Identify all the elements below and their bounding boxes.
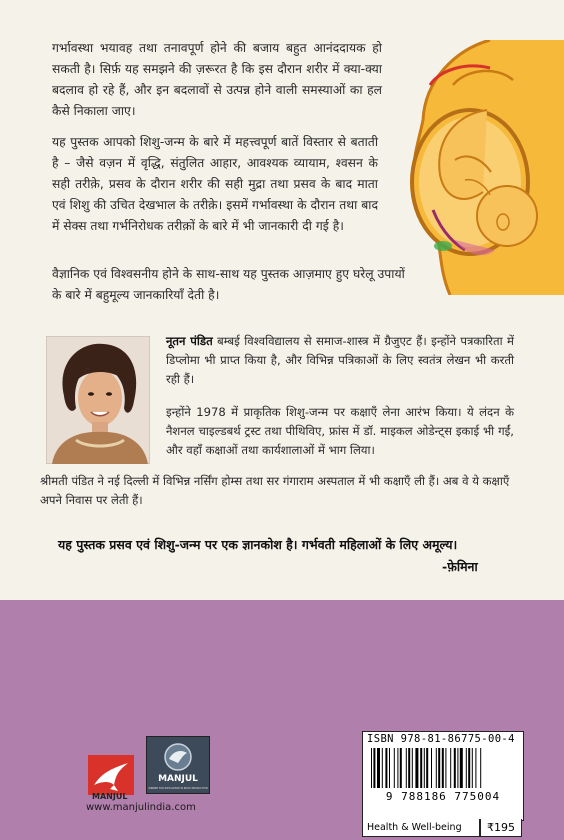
barcode-stripe xyxy=(472,748,473,788)
publisher-logo-icon xyxy=(88,755,134,795)
barcode-stripe xyxy=(424,748,425,788)
barcode-stripe xyxy=(468,748,470,788)
award-badge-tagline: WINNER FOR EXCELLENCE IN BOOK PRODUCTION xyxy=(148,787,208,790)
author-bio-2: इन्होंने 1978 में प्राकृतिक शिशु-जन्म पर कक्षाएँ लेना आरंभ किया। ये लंदन के नैशनल चाइल्डबर्थ ट्रस्ट तथा पीथिविए, फ्रांस में डॉ. माइकल ओडेन्ट्स इकाई भी गईं, और वहाँ कक्षाओं तथा कार्यशालाओं में भाग लिया। xyxy=(166,405,514,457)
award-badge-icon xyxy=(147,737,209,793)
barcode-stripe xyxy=(420,748,422,788)
barcode-stripe xyxy=(457,748,458,788)
barcode-stripe xyxy=(450,748,451,788)
isbn-label: ISBN 978-81-86775-00-4 xyxy=(367,733,515,745)
barcode-stripe xyxy=(426,748,428,788)
barcode-stripe xyxy=(412,748,413,788)
price-label: ₹195 xyxy=(480,819,522,837)
barcode-stripe xyxy=(394,748,395,788)
isbn-barcode-box xyxy=(362,731,524,821)
author-bio-3: श्रीमती पंडित ने नई दिल्ली में विभिन्न नर्सिंग होम्स तथा सर गंगाराम अस्पताल में भी कक्षाएँ ली हैं। अब वे ये कक्षाएँ अपने निवास पर लेती हैं। xyxy=(40,474,510,507)
barcode-stripe xyxy=(389,748,390,788)
category-label: Health & Well-being xyxy=(362,819,480,837)
author-photo xyxy=(46,336,150,464)
barcode-stripe xyxy=(460,748,463,788)
barcode-stripe xyxy=(397,748,398,788)
pregnancy-illustration xyxy=(395,40,564,295)
barcode-stripe xyxy=(373,748,375,788)
barcode-stripe xyxy=(480,748,481,788)
intro-paragraph-2: यह पुस्तक आपको शिशु-जन्म के बारे में महत्त्वपूर्ण बातें विस्तार से बताती है – जैसे वज़न में वृद्धि, संतुलित आहार, आवश्यक व्यायाम, श्वसन के सही तरीक़े, प्रसव के दौरान शरीर की सही मुद्रा तथा प्रसव के बाद माता एवं शिशु की उचित देखभाल के तरीक़े। इसमें गर्भावस्था के दौरान तथा बाद में सेक्स तथा गर्भनिरोधक तरीक़ों के बारे में भी जानकारी दी गई है। xyxy=(52,135,378,233)
award-badge-title: MANJUL xyxy=(158,774,198,784)
barcode-stripe xyxy=(415,748,418,788)
barcode-stripe xyxy=(438,748,440,788)
barcode-stripe xyxy=(382,748,383,788)
review-source: -फ़ेमिना xyxy=(442,559,478,574)
publisher-name: MANJUL xyxy=(92,792,128,801)
barcode-stripe xyxy=(445,748,446,788)
barcode-stripe xyxy=(466,748,467,788)
barcode-stripe xyxy=(406,748,407,788)
barcode-stripe xyxy=(454,748,456,788)
barcode-stripe xyxy=(377,748,380,788)
barcode-stripe xyxy=(431,748,432,788)
review-quote: यह पुस्तक प्रसव एवं शिशु-जन्म पर एक ज्ञानकोश है। गर्भवती महिलाओं के लिए अमूल्य। xyxy=(58,537,458,552)
barcode-stripe xyxy=(371,748,372,788)
intro-paragraph-1: गर्भावस्था भयावह तथा तनावपूर्ण होने की बजाय बहुत आनंददायक हो सकती है। सिर्फ़ यह समझने की ज़रूरत है कि इस दौरान शरीर में क्या-क्या बदलाव हो रहे हैं, और इन बदलावों से उत्पन्न होने वाली समस्याओं का हल कैसे निकाला जाए। xyxy=(52,41,382,118)
author-name: नूतन पंडित xyxy=(166,334,213,348)
author-bio-1 xyxy=(166,332,514,389)
intro-paragraph-3: वैज्ञानिक एवं विश्वसनीय होने के साथ-साथ यह पुस्तक आज़माए हुए घरेलू उपायों के बारे में बहुमूल्य जानकारियाँ देती है। xyxy=(52,267,405,302)
author-bio-1-text: बम्बई विश्वविद्यालय से समाज-शास्त्र में ग्रैजुएट हैं। इन्होंने पत्रकारिता में डिप्लोमा भी प्राप्त किया है, और विभिन्न पत्रिकाओं के लिए स्वतंत्र लेखन भी करती रही हैं। xyxy=(166,334,514,386)
barcode-stripe xyxy=(436,748,437,788)
award-badge xyxy=(146,736,210,794)
publisher-website: www.manjulindia.com xyxy=(86,802,196,813)
barcode-stripe xyxy=(400,748,402,788)
barcode-stripe xyxy=(442,748,444,788)
barcode-stripe xyxy=(385,748,387,788)
barcode xyxy=(371,748,517,788)
barcode-stripe xyxy=(408,748,410,788)
barcode-stripe xyxy=(475,748,476,788)
barcode-number: 9 788186 775004 xyxy=(385,790,501,803)
